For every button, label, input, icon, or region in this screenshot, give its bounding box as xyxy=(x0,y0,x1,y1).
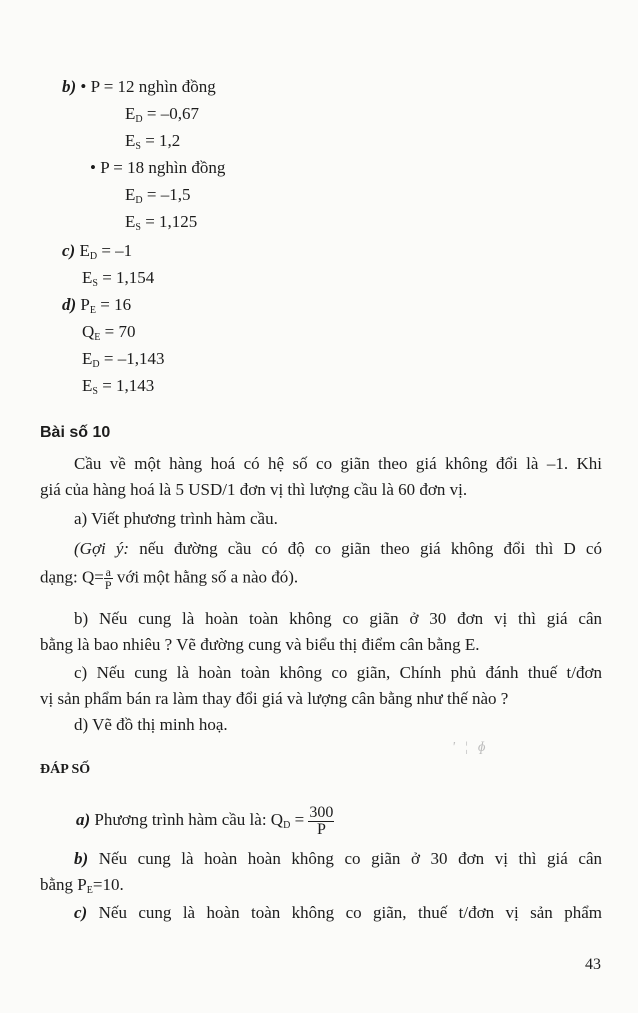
answer-d-es xyxy=(82,375,154,397)
hint-form-label: dạng: Q= xyxy=(40,567,104,587)
question-b-line1: b) Nếu cung là hoàn toàn không co giãn ở 30 đơn vị thì giá cân xyxy=(74,609,602,628)
answer-b2-text: Nếu cung là hoàn hoàn không co giãn ở 30 đơn vị thì giá cân xyxy=(88,849,602,868)
text: bằng P xyxy=(40,875,87,894)
answer-b-line1 xyxy=(74,848,602,870)
exercise-paragraph-line2: giá của hàng hoá là 5 USD/1 đơn vị thì lượng cầu là 60 đơn vị. xyxy=(40,480,468,499)
sym: E xyxy=(125,185,136,204)
sym: E xyxy=(82,349,93,368)
answers-title: ĐÁP SỐ xyxy=(40,762,91,777)
sub: D xyxy=(283,820,291,831)
fraction-numerator: a xyxy=(105,565,111,579)
val: = 1,143 xyxy=(97,376,155,395)
answer-b-ed2 xyxy=(125,184,190,206)
sub: D xyxy=(89,251,98,262)
question-d: d) Vẽ đồ thị minh hoạ. xyxy=(74,715,228,734)
page-number: 43 xyxy=(585,956,601,973)
answer-a-fraction xyxy=(308,805,334,838)
answer-d-ed xyxy=(82,348,164,370)
hint-line1 xyxy=(74,538,602,560)
answer-c2-text: Nếu cung là hoàn toàn không co giãn, thuế t/đơn vị sản phẩm xyxy=(87,903,602,922)
sym: E xyxy=(79,241,90,260)
equals: = xyxy=(290,810,309,829)
sub: S xyxy=(135,141,141,152)
question-c-line2: vị sản phẩm bán ra làm thay đổi giá và lượng cân bằng như thế nào ? xyxy=(40,689,509,708)
margin-marks: ' ¦ ɸ xyxy=(452,740,489,755)
text: =10. xyxy=(92,875,124,894)
question-b-line2: bằng là bao nhiêu ? Vẽ đường cung và biểu thị điểm cân bằng E. xyxy=(40,635,480,654)
sub: S xyxy=(92,278,98,289)
val: = –1,5 xyxy=(142,185,191,204)
answer-c-line1 xyxy=(74,902,602,924)
val: = –0,67 xyxy=(142,104,199,123)
sym: P xyxy=(80,295,90,314)
sub: E xyxy=(94,332,101,343)
answer-a xyxy=(76,800,334,840)
sub: S xyxy=(92,386,98,397)
sym: Q xyxy=(82,322,95,341)
answer-a-text: Phương trình hàm cầu là: Q xyxy=(90,810,284,829)
val: = –1 xyxy=(97,241,133,260)
fraction-numerator: 300 xyxy=(309,803,334,821)
sym: E xyxy=(82,376,93,395)
sym: E xyxy=(125,212,136,231)
sub: E xyxy=(86,885,93,896)
val: = 70 xyxy=(100,322,136,341)
sub: D xyxy=(135,114,143,125)
answer-b-label: b) xyxy=(62,77,77,96)
answer-d-qe xyxy=(82,321,135,343)
answer-b-es2 xyxy=(125,211,197,233)
answer-b2-label: b) xyxy=(74,849,89,868)
sub: D xyxy=(92,359,100,370)
answer-b-line2 xyxy=(40,874,124,896)
answer-b-bullet2: • P = 18 nghìn đồng xyxy=(90,158,226,177)
answer-d-pe xyxy=(62,294,131,316)
hint-fraction xyxy=(104,566,113,591)
answer-c-es xyxy=(82,267,154,289)
answer-c2-label: c) xyxy=(74,903,88,922)
question-c-line1: c) Nếu cung là hoàn toàn không co giãn, Chính phủ đánh thuế t/đơn xyxy=(74,663,602,682)
sym: E xyxy=(125,131,136,150)
hint-label: (Gợi ý: xyxy=(74,539,140,558)
hint-text: nếu đường cầu có độ co giãn theo giá không đổi thì D có xyxy=(139,539,602,558)
answer-c-label: c) xyxy=(62,241,76,260)
answer-b-bullet1: • P = 12 nghìn đồng xyxy=(80,77,216,96)
answer-b-es1 xyxy=(125,130,180,152)
question-a: a) Viết phương trình hàm cầu. xyxy=(74,509,278,528)
answer-b-ed1 xyxy=(125,103,199,125)
val: = 1,125 xyxy=(140,212,198,231)
val: = 16 xyxy=(96,295,132,314)
val: = –1,143 xyxy=(99,349,165,368)
exercise-paragraph-line1: Cầu về một hàng hoá có hệ số co giãn theo giá không đổi là –1. Khi xyxy=(74,454,602,473)
hint-form-text: với một hằng số a nào đó). xyxy=(112,567,299,587)
exercise-title: Bài số 10 xyxy=(40,424,111,441)
fraction-denominator: P xyxy=(316,820,326,838)
answer-a-label: a) xyxy=(76,810,91,829)
val: = 1,2 xyxy=(140,131,181,150)
val: = 1,154 xyxy=(97,268,155,287)
sym: E xyxy=(82,268,93,287)
sub: E xyxy=(89,305,96,316)
sym: E xyxy=(125,104,136,123)
answer-b-line xyxy=(62,76,216,98)
sub: D xyxy=(135,195,143,206)
sub: S xyxy=(135,222,141,233)
fraction-denominator: P xyxy=(104,578,112,592)
answer-d-label: d) xyxy=(62,295,77,314)
answer-c-ed xyxy=(62,240,132,262)
hint-line2 xyxy=(40,566,298,591)
